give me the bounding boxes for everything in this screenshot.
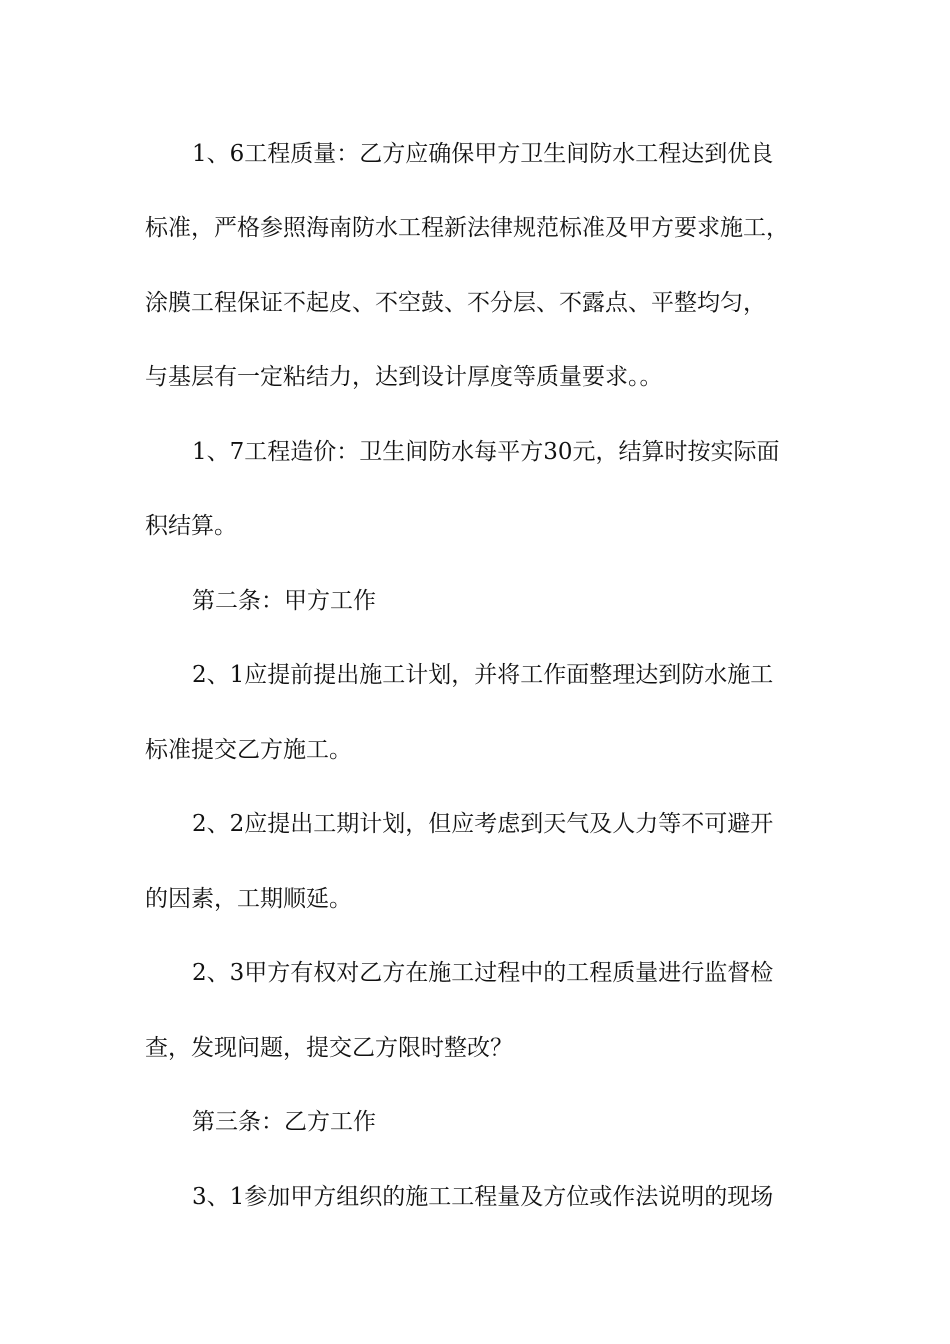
clause-2-2-line-1: 2、2应提出工期计划，但应考虑到天气及人力等不可避开 [192, 811, 774, 837]
clause-1-6-line-4: 与基层有一定粘结力，达到设计厚度等质量要求。。 [145, 364, 663, 390]
clause-2-1-line-2: 标准提交乙方施工。 [145, 737, 352, 763]
clause-2-1-line-1: 2、1应提前提出施工计划，并将工作面整理达到防水施工 [192, 662, 774, 688]
clause-1-7-line-1: 1、7工程造价：卫生间防水每平方30元，结算时按实际面 [192, 439, 780, 465]
clause-1-6-line-3: 涂膜工程保证不起皮、不空鼓、不分层、不露点、平整均匀， [145, 290, 766, 316]
clause-3-1-line-1: 3、1参加甲方组织的施工工程量及方位或作法说明的现场 [192, 1184, 774, 1210]
clause-2-2-line-2: 的因素，工期顺延。 [145, 886, 352, 912]
article-3-heading: 第三条：乙方工作 [192, 1109, 376, 1135]
clause-2-3-line-2: 查，发现问题，提交乙方限时整改？ [145, 1035, 513, 1061]
clause-1-7-line-2: 积结算。 [145, 513, 237, 539]
clause-1-6-line-2: 标准，严格参照海南防水工程新法律规范标准及甲方要求施工， [145, 215, 789, 241]
clause-2-3-line-1: 2、3甲方有权对乙方在施工过程中的工程质量进行监督检 [192, 960, 774, 986]
clause-1-6-line-1: 1、6工程质量：乙方应确保甲方卫生间防水工程达到优良 [192, 141, 774, 167]
article-2-heading: 第二条：甲方工作 [192, 588, 376, 614]
